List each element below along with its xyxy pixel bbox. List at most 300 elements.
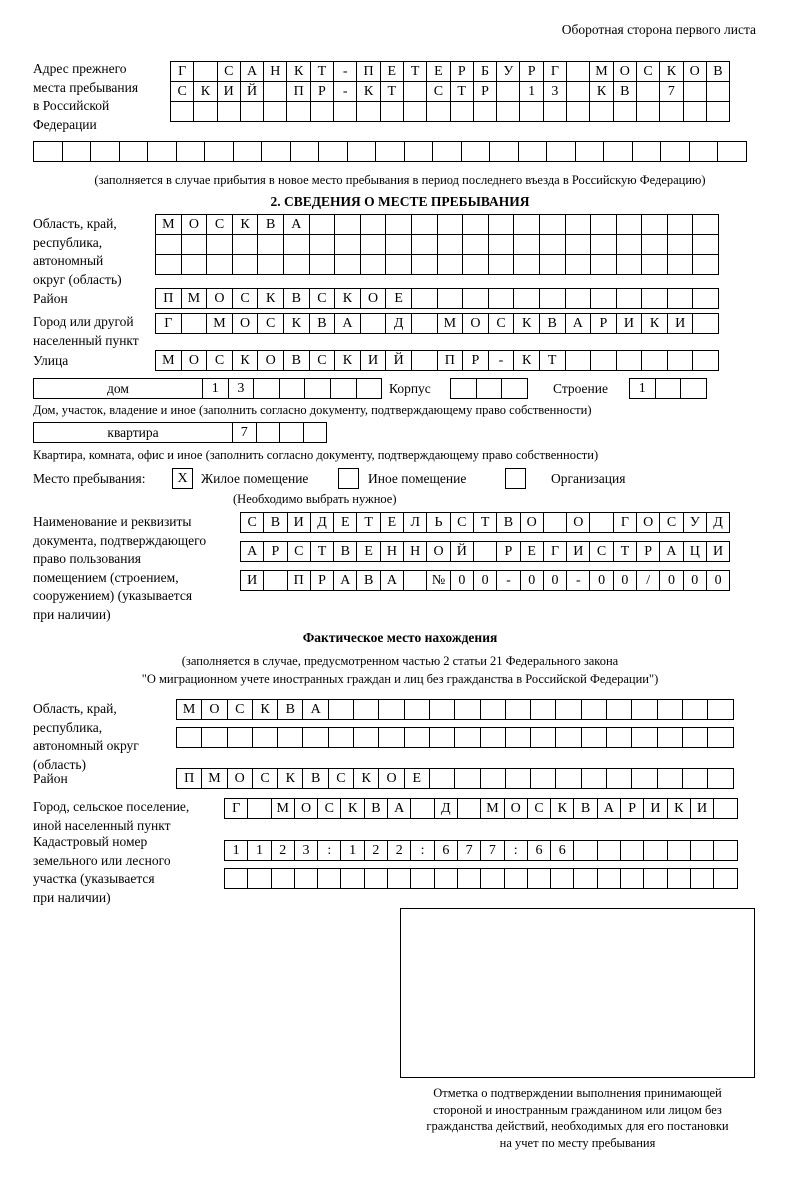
char-cell[interactable] [261,141,291,162]
char-cell[interactable] [660,141,690,162]
char-cell[interactable]: Л [403,512,427,533]
char-cell[interactable] [657,699,683,720]
char-cell[interactable]: С [309,288,336,309]
char-cell[interactable] [550,868,574,889]
char-cell[interactable] [606,699,632,720]
char-cell[interactable] [462,288,489,309]
char-cell[interactable] [706,81,730,102]
char-cell[interactable] [632,141,662,162]
char-cell[interactable] [450,101,474,122]
char-cell[interactable]: 2 [271,840,295,861]
char-cell[interactable]: Е [380,512,404,533]
char-cell[interactable]: О [181,350,208,371]
char-cell[interactable]: 0 [706,570,730,591]
other-premises-checkbox[interactable] [338,468,359,489]
char-cell[interactable]: В [302,768,328,789]
char-cell[interactable] [692,234,719,255]
char-cell[interactable] [411,234,438,255]
char-cell[interactable] [283,234,310,255]
char-cell[interactable]: 3 [294,840,318,861]
char-cell[interactable]: С [309,350,336,371]
char-cell[interactable]: 0 [543,570,567,591]
char-cell[interactable]: И [690,798,714,819]
char-cell[interactable] [643,868,667,889]
char-cell[interactable] [432,141,462,162]
char-cell[interactable] [603,141,633,162]
char-cell[interactable] [303,422,328,443]
char-cell[interactable] [253,378,280,399]
char-cell[interactable]: О [520,512,544,533]
char-cell[interactable] [707,727,733,748]
char-cell[interactable] [375,141,405,162]
char-cell[interactable] [201,727,227,748]
prev-address-row-4[interactable] [33,141,746,162]
cadastral-row-1[interactable] [224,840,737,861]
char-cell[interactable] [565,254,592,275]
char-cell[interactable]: Т [310,61,334,82]
char-cell[interactable]: С [206,350,233,371]
char-cell[interactable]: Р [450,61,474,82]
char-cell[interactable]: К [589,81,613,102]
char-cell[interactable]: О [227,768,253,789]
char-cell[interactable] [410,868,434,889]
char-cell[interactable] [657,727,683,748]
char-cell[interactable]: К [334,288,361,309]
char-cell[interactable] [378,727,404,748]
char-cell[interactable] [692,350,719,371]
actual-city-row[interactable] [224,798,737,819]
char-cell[interactable] [473,541,497,562]
char-cell[interactable] [575,141,605,162]
char-cell[interactable] [62,141,92,162]
char-cell[interactable] [364,868,388,889]
char-cell[interactable] [385,214,412,235]
char-cell[interactable] [454,727,480,748]
char-cell[interactable] [232,254,259,275]
char-cell[interactable]: 0 [613,570,637,591]
char-cell[interactable] [657,768,683,789]
char-cell[interactable]: Е [404,768,430,789]
char-cell[interactable] [233,141,263,162]
char-cell[interactable]: 2 [364,840,388,861]
char-cell[interactable] [620,840,644,861]
char-cell[interactable]: А [240,61,264,82]
char-cell[interactable] [631,727,657,748]
prev-address-row-1[interactable] [170,61,729,82]
char-cell[interactable] [616,234,643,255]
char-cell[interactable]: И [667,313,694,334]
actual-region-row-2[interactable] [176,727,733,748]
char-cell[interactable]: О [613,61,637,82]
char-cell[interactable]: Т [450,81,474,102]
char-cell[interactable] [434,868,458,889]
char-cell[interactable]: С [659,512,683,533]
char-cell[interactable] [247,868,271,889]
char-cell[interactable]: Й [385,350,412,371]
char-cell[interactable]: М [181,288,208,309]
char-cell[interactable] [667,840,691,861]
char-cell[interactable] [692,288,719,309]
char-cell[interactable]: О [294,798,318,819]
char-cell[interactable] [565,288,592,309]
region-row-1[interactable] [155,214,718,235]
char-cell[interactable]: С [287,541,311,562]
char-cell[interactable] [667,234,694,255]
stamp-box[interactable] [400,908,755,1078]
char-cell[interactable]: Р [519,61,543,82]
char-cell[interactable] [597,868,621,889]
char-cell[interactable]: О [636,512,660,533]
char-cell[interactable] [181,254,208,275]
char-cell[interactable] [546,141,576,162]
char-cell[interactable]: Г [155,313,182,334]
char-cell[interactable]: А [387,798,411,819]
char-cell[interactable] [480,868,504,889]
char-cell[interactable]: 7 [232,422,257,443]
char-cell[interactable] [555,768,581,789]
char-cell[interactable]: № [426,570,450,591]
char-cell[interactable] [271,868,295,889]
char-cell[interactable] [565,234,592,255]
char-cell[interactable]: В [257,214,284,235]
char-cell[interactable] [217,101,241,122]
char-cell[interactable]: Й [450,541,474,562]
char-cell[interactable]: Ц [683,541,707,562]
cadastral-row-2[interactable] [224,868,737,889]
char-cell[interactable]: 0 [450,570,474,591]
char-cell[interactable]: 1 [629,378,656,399]
char-cell[interactable]: О [206,288,233,309]
char-cell[interactable] [643,840,667,861]
char-cell[interactable]: Т [473,512,497,533]
street-row[interactable] [155,350,718,371]
char-cell[interactable] [616,350,643,371]
char-cell[interactable]: К [513,350,540,371]
char-cell[interactable] [462,214,489,235]
char-cell[interactable] [328,727,354,748]
char-cell[interactable]: В [573,798,597,819]
char-cell[interactable]: И [643,798,667,819]
char-cell[interactable] [707,699,733,720]
char-cell[interactable]: К [356,81,380,102]
char-cell[interactable]: - [488,350,515,371]
char-cell[interactable] [181,234,208,255]
char-cell[interactable]: А [334,313,361,334]
char-cell[interactable]: Т [380,81,404,102]
residential-checkbox[interactable]: X [172,468,193,489]
char-cell[interactable]: И [217,81,241,102]
prev-address-row-3[interactable] [170,101,729,122]
char-cell[interactable] [403,101,427,122]
char-cell[interactable] [309,234,336,255]
char-cell[interactable]: Н [380,541,404,562]
char-cell[interactable] [263,81,287,102]
char-cell[interactable] [181,313,208,334]
char-cell[interactable]: К [550,798,574,819]
char-cell[interactable]: О [462,313,489,334]
char-cell[interactable] [333,101,357,122]
char-cell[interactable] [457,868,481,889]
char-cell[interactable] [257,254,284,275]
char-cell[interactable] [334,214,361,235]
char-cell[interactable]: П [356,61,380,82]
region-row-2[interactable] [155,234,718,255]
char-cell[interactable] [206,254,233,275]
char-cell[interactable] [170,101,194,122]
char-cell[interactable]: К [659,61,683,82]
char-cell[interactable]: 0 [473,570,497,591]
char-cell[interactable]: Е [380,61,404,82]
char-cell[interactable]: С [240,512,264,533]
char-cell[interactable]: В [539,313,566,334]
char-cell[interactable] [480,768,506,789]
char-cell[interactable] [252,727,278,748]
char-cell[interactable]: И [287,512,311,533]
char-cell[interactable] [462,254,489,275]
char-cell[interactable] [429,727,455,748]
char-cell[interactable] [496,101,520,122]
char-cell[interactable] [380,101,404,122]
char-cell[interactable] [283,254,310,275]
char-cell[interactable] [667,254,694,275]
char-cell[interactable]: 0 [659,570,683,591]
char-cell[interactable]: Г [543,61,567,82]
char-cell[interactable] [317,868,341,889]
char-cell[interactable]: А [283,214,310,235]
char-cell[interactable]: В [356,570,380,591]
char-cell[interactable] [279,378,306,399]
char-cell[interactable] [682,699,708,720]
char-cell[interactable]: 7 [659,81,683,102]
char-cell[interactable] [247,798,271,819]
char-cell[interactable]: Р [620,798,644,819]
char-cell[interactable]: О [378,768,404,789]
char-cell[interactable] [404,727,430,748]
char-cell[interactable]: 6 [434,840,458,861]
char-cell[interactable] [286,101,310,122]
char-cell[interactable]: 3 [228,378,255,399]
char-cell[interactable] [480,699,506,720]
char-cell[interactable]: С [488,313,515,334]
char-cell[interactable] [667,350,694,371]
char-cell[interactable]: Е [426,61,450,82]
char-cell[interactable] [437,214,464,235]
char-cell[interactable]: К [193,81,217,102]
char-cell[interactable] [310,101,334,122]
char-cell[interactable]: К [513,313,540,334]
char-cell[interactable] [360,313,387,334]
char-cell[interactable] [454,699,480,720]
char-cell[interactable] [616,288,643,309]
char-cell[interactable] [530,768,556,789]
char-cell[interactable]: Т [356,512,380,533]
char-cell[interactable] [667,868,691,889]
char-cell[interactable] [224,868,248,889]
char-cell[interactable] [454,768,480,789]
char-cell[interactable] [119,141,149,162]
char-cell[interactable] [176,727,202,748]
char-cell[interactable]: К [252,699,278,720]
char-cell[interactable] [573,840,597,861]
char-cell[interactable] [616,214,643,235]
char-cell[interactable]: С [257,313,284,334]
char-cell[interactable] [488,234,515,255]
char-cell[interactable] [501,378,528,399]
char-cell[interactable]: - [333,81,357,102]
char-cell[interactable]: Г [224,798,248,819]
char-cell[interactable] [488,214,515,235]
char-cell[interactable]: С [170,81,194,102]
char-cell[interactable]: - [333,61,357,82]
char-cell[interactable]: 1 [202,378,229,399]
char-cell[interactable]: М [206,313,233,334]
char-cell[interactable] [667,288,694,309]
char-cell[interactable] [90,141,120,162]
char-cell[interactable]: Е [385,288,412,309]
char-cell[interactable]: / [636,570,660,591]
char-cell[interactable] [240,101,264,122]
char-cell[interactable]: 6 [550,840,574,861]
char-cell[interactable]: П [437,350,464,371]
region-row-3[interactable] [155,254,718,275]
char-cell[interactable] [565,214,592,235]
char-cell[interactable] [232,234,259,255]
char-cell[interactable]: Р [496,541,520,562]
char-cell[interactable]: К [334,350,361,371]
char-cell[interactable] [566,101,590,122]
char-cell[interactable] [304,378,331,399]
char-cell[interactable] [353,727,379,748]
char-cell[interactable]: О [426,541,450,562]
document-row-1[interactable] [240,512,729,533]
char-cell[interactable] [690,840,714,861]
char-cell[interactable] [204,141,234,162]
char-cell[interactable] [496,81,520,102]
char-cell[interactable] [539,288,566,309]
char-cell[interactable] [539,214,566,235]
char-cell[interactable] [155,234,182,255]
char-cell[interactable] [519,101,543,122]
char-cell[interactable]: В [263,512,287,533]
char-cell[interactable] [641,214,668,235]
char-cell[interactable] [505,727,531,748]
char-cell[interactable] [206,234,233,255]
char-cell[interactable] [566,61,590,82]
char-cell[interactable]: С [636,61,660,82]
char-cell[interactable] [505,699,531,720]
char-cell[interactable] [176,141,206,162]
char-cell[interactable] [328,699,354,720]
char-cell[interactable] [450,378,477,399]
char-cell[interactable] [411,288,438,309]
char-cell[interactable] [411,254,438,275]
char-cell[interactable]: Н [403,541,427,562]
char-cell[interactable] [410,798,434,819]
char-cell[interactable] [590,214,617,235]
char-cell[interactable]: В [283,288,310,309]
char-cell[interactable]: В [283,350,310,371]
char-cell[interactable]: О [566,512,590,533]
char-cell[interactable] [589,512,613,533]
char-cell[interactable] [193,61,217,82]
char-cell[interactable] [353,699,379,720]
char-cell[interactable] [404,699,430,720]
char-cell[interactable]: 1 [224,840,248,861]
char-cell[interactable] [692,313,719,334]
char-cell[interactable]: Д [706,512,730,533]
char-cell[interactable] [403,570,427,591]
char-cell[interactable] [429,768,455,789]
char-cell[interactable] [616,254,643,275]
char-cell[interactable] [411,214,438,235]
char-cell[interactable]: М [155,214,182,235]
char-cell[interactable] [631,699,657,720]
char-cell[interactable] [411,350,438,371]
char-cell[interactable] [641,254,668,275]
char-cell[interactable]: Д [310,512,334,533]
char-cell[interactable]: Н [263,61,287,82]
char-cell[interactable] [713,840,737,861]
char-cell[interactable]: Р [462,350,489,371]
char-cell[interactable] [309,214,336,235]
char-cell[interactable] [641,234,668,255]
char-cell[interactable]: Р [310,570,334,591]
char-cell[interactable] [631,768,657,789]
char-cell[interactable]: Е [333,512,357,533]
flat-value[interactable] [232,422,326,443]
char-cell[interactable] [530,699,556,720]
char-cell[interactable] [360,234,387,255]
char-cell[interactable]: - [496,570,520,591]
char-cell[interactable]: Т [403,61,427,82]
char-cell[interactable] [457,798,481,819]
char-cell[interactable] [513,214,540,235]
char-cell[interactable] [513,288,540,309]
char-cell[interactable]: : [504,840,528,861]
char-cell[interactable]: 1 [340,840,364,861]
char-cell[interactable] [360,254,387,275]
char-cell[interactable] [555,727,581,748]
char-cell[interactable] [613,101,637,122]
city-row[interactable] [155,313,718,334]
char-cell[interactable] [489,141,519,162]
char-cell[interactable] [147,141,177,162]
organization-checkbox[interactable] [505,468,526,489]
actual-region-row-1[interactable] [176,699,733,720]
char-cell[interactable] [334,234,361,255]
char-cell[interactable]: О [257,350,284,371]
char-cell[interactable]: С [232,288,259,309]
char-cell[interactable]: : [317,840,341,861]
char-cell[interactable]: В [333,541,357,562]
char-cell[interactable] [606,768,632,789]
char-cell[interactable] [488,254,515,275]
char-cell[interactable]: О [201,699,227,720]
char-cell[interactable] [403,81,427,102]
char-cell[interactable] [707,768,733,789]
char-cell[interactable] [404,141,434,162]
char-cell[interactable]: С [527,798,551,819]
char-cell[interactable]: М [589,61,613,82]
char-cell[interactable] [426,101,450,122]
char-cell[interactable]: О [181,214,208,235]
char-cell[interactable]: Г [543,541,567,562]
char-cell[interactable] [309,254,336,275]
char-cell[interactable]: О [360,288,387,309]
char-cell[interactable] [706,101,730,122]
char-cell[interactable]: С [217,61,241,82]
char-cell[interactable]: А [565,313,592,334]
